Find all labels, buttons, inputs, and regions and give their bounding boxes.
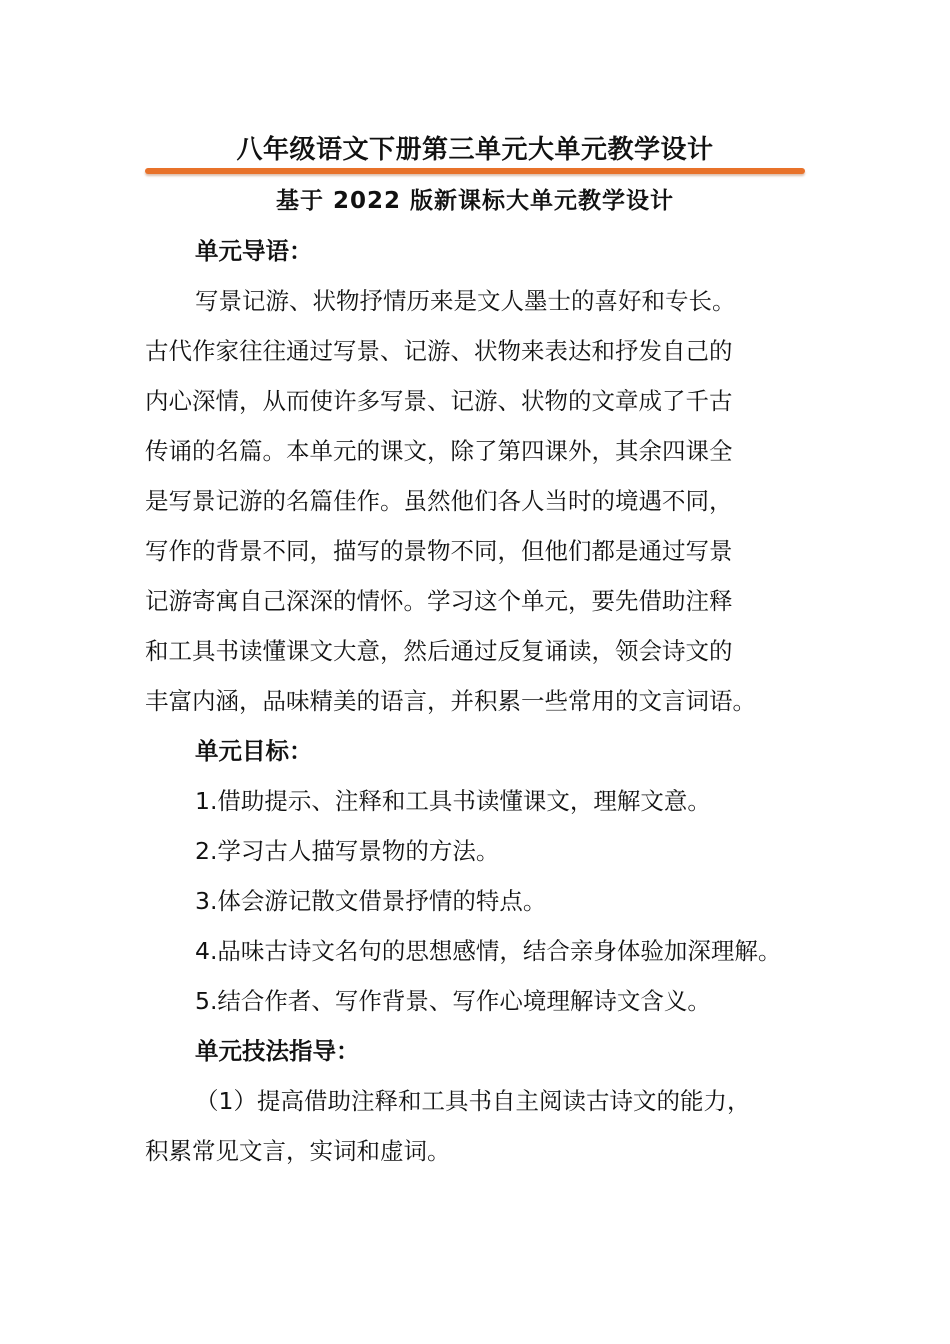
goal-item: 3.体会游记散文借景抒情的特点。 bbox=[195, 887, 547, 915]
paragraph-line: 积累常见文言，实词和虚词。 bbox=[145, 1137, 451, 1165]
paragraph-line: 和工具书读懂课文大意，然后通过反复诵读，领会诗文的 bbox=[145, 637, 733, 665]
paragraph-line: （1）提高借助注释和工具书自主阅读古诗文的能力， bbox=[195, 1087, 751, 1115]
goal-item: 1.借助提示、注释和工具书读懂课文，理解文意。 bbox=[195, 787, 711, 815]
paragraph-line: 记游寄寓自己深深的情怀。学习这个单元，要先借助注释 bbox=[145, 587, 733, 615]
section-heading-goals: 单元目标： bbox=[195, 737, 313, 765]
paragraph-line: 古代作家往往通过写景、记游、状物来表达和抒发自己的 bbox=[145, 337, 733, 365]
paragraph-line: 是写景记游的名篇佳作。虽然他们各人当时的境遇不同， bbox=[145, 487, 733, 515]
document-body bbox=[145, 226, 810, 1176]
goal-item: 2.学习古人描写景物的方法。 bbox=[195, 837, 500, 865]
paragraph-line: 写作的背景不同，描写的景物不同，但他们都是通过写景 bbox=[145, 537, 733, 565]
document-subtitle: 基于 2022 版新课标大单元教学设计 bbox=[275, 188, 675, 214]
paragraph-line: 传诵的名篇。本单元的课文，除了第四课外，其余四课全 bbox=[145, 437, 733, 465]
section-heading-intro: 单元导语： bbox=[195, 237, 313, 265]
section-heading-methods: 单元技法指导： bbox=[195, 1037, 360, 1065]
paragraph-line: 内心深情，从而使许多写景、记游、状物的文章成了千古 bbox=[145, 387, 733, 415]
goal-item: 4.品味古诗文名句的思想感情，结合亲身体验加深理解。 bbox=[195, 937, 782, 965]
paragraph-line: 写景记游、状物抒情历来是文人墨士的喜好和专长。 bbox=[195, 287, 736, 315]
document-title: 八年级语文下册第三单元大单元教学设计 bbox=[236, 135, 714, 165]
paragraph-line: 丰富内涵，品味精美的语言，并积累一些常用的文言词语。 bbox=[145, 687, 756, 715]
goal-item: 5.结合作者、写作背景、写作心境理解诗文含义。 bbox=[195, 987, 711, 1015]
title-underline bbox=[145, 168, 805, 174]
